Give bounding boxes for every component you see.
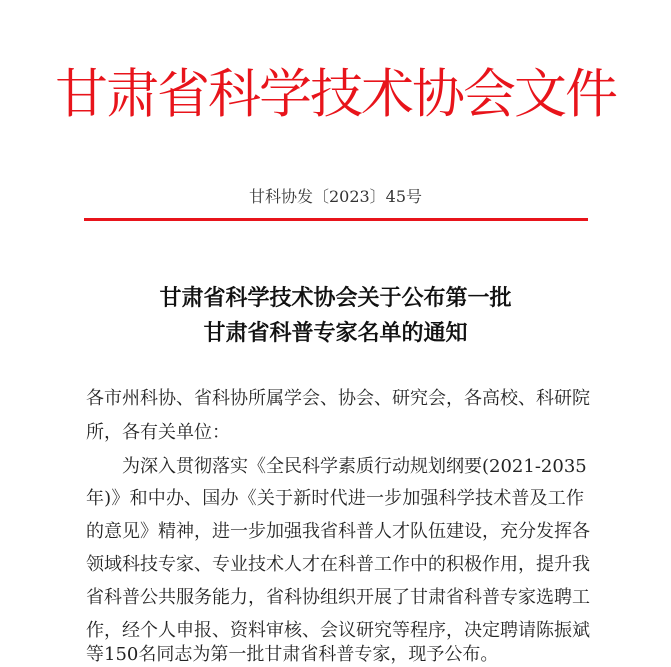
notice-title-line-2: 甘肃省科普专家名单的通知 [203,321,468,346]
body-line: 各市州科协、省科协所属学会、协会、研究会，各高校、科研院 [86,388,590,409]
body-line: 年)》和中办、国办《关于新时代进一步加强科学技术普及工作 [86,488,584,509]
red-separator-line [84,218,588,221]
body-line: 领域科技专家、专业技术人才在科普工作中的积极作用，提升我 [86,554,590,575]
body-line: 作，经个人申报、资料审核、会议研究等程序，决定聘请陈振斌 [86,620,590,641]
masthead-title: 甘肃省科学技术协会文件 [55,64,616,125]
notice-title-line-1: 甘肃省科学技术协会关于公布第一批 [159,286,512,311]
document-number: 甘科协发〔2023〕45号 [248,187,423,206]
body-line: 省科普公共服务能力，省科协组织开展了甘肃省科普专家选聘工 [86,587,590,608]
body-line: 为深入贯彻落实《全民科学素质行动规划纲要(2021-2035 [122,456,587,477]
body-line: 的意见》精神，进一步加强我省科普人才队伍建设，充分发挥各 [86,521,590,542]
body-line: 等150名同志为第一批甘肃省科普专家，现予公布。 [86,644,499,665]
body-line: 所，各有关单位： [86,422,230,443]
